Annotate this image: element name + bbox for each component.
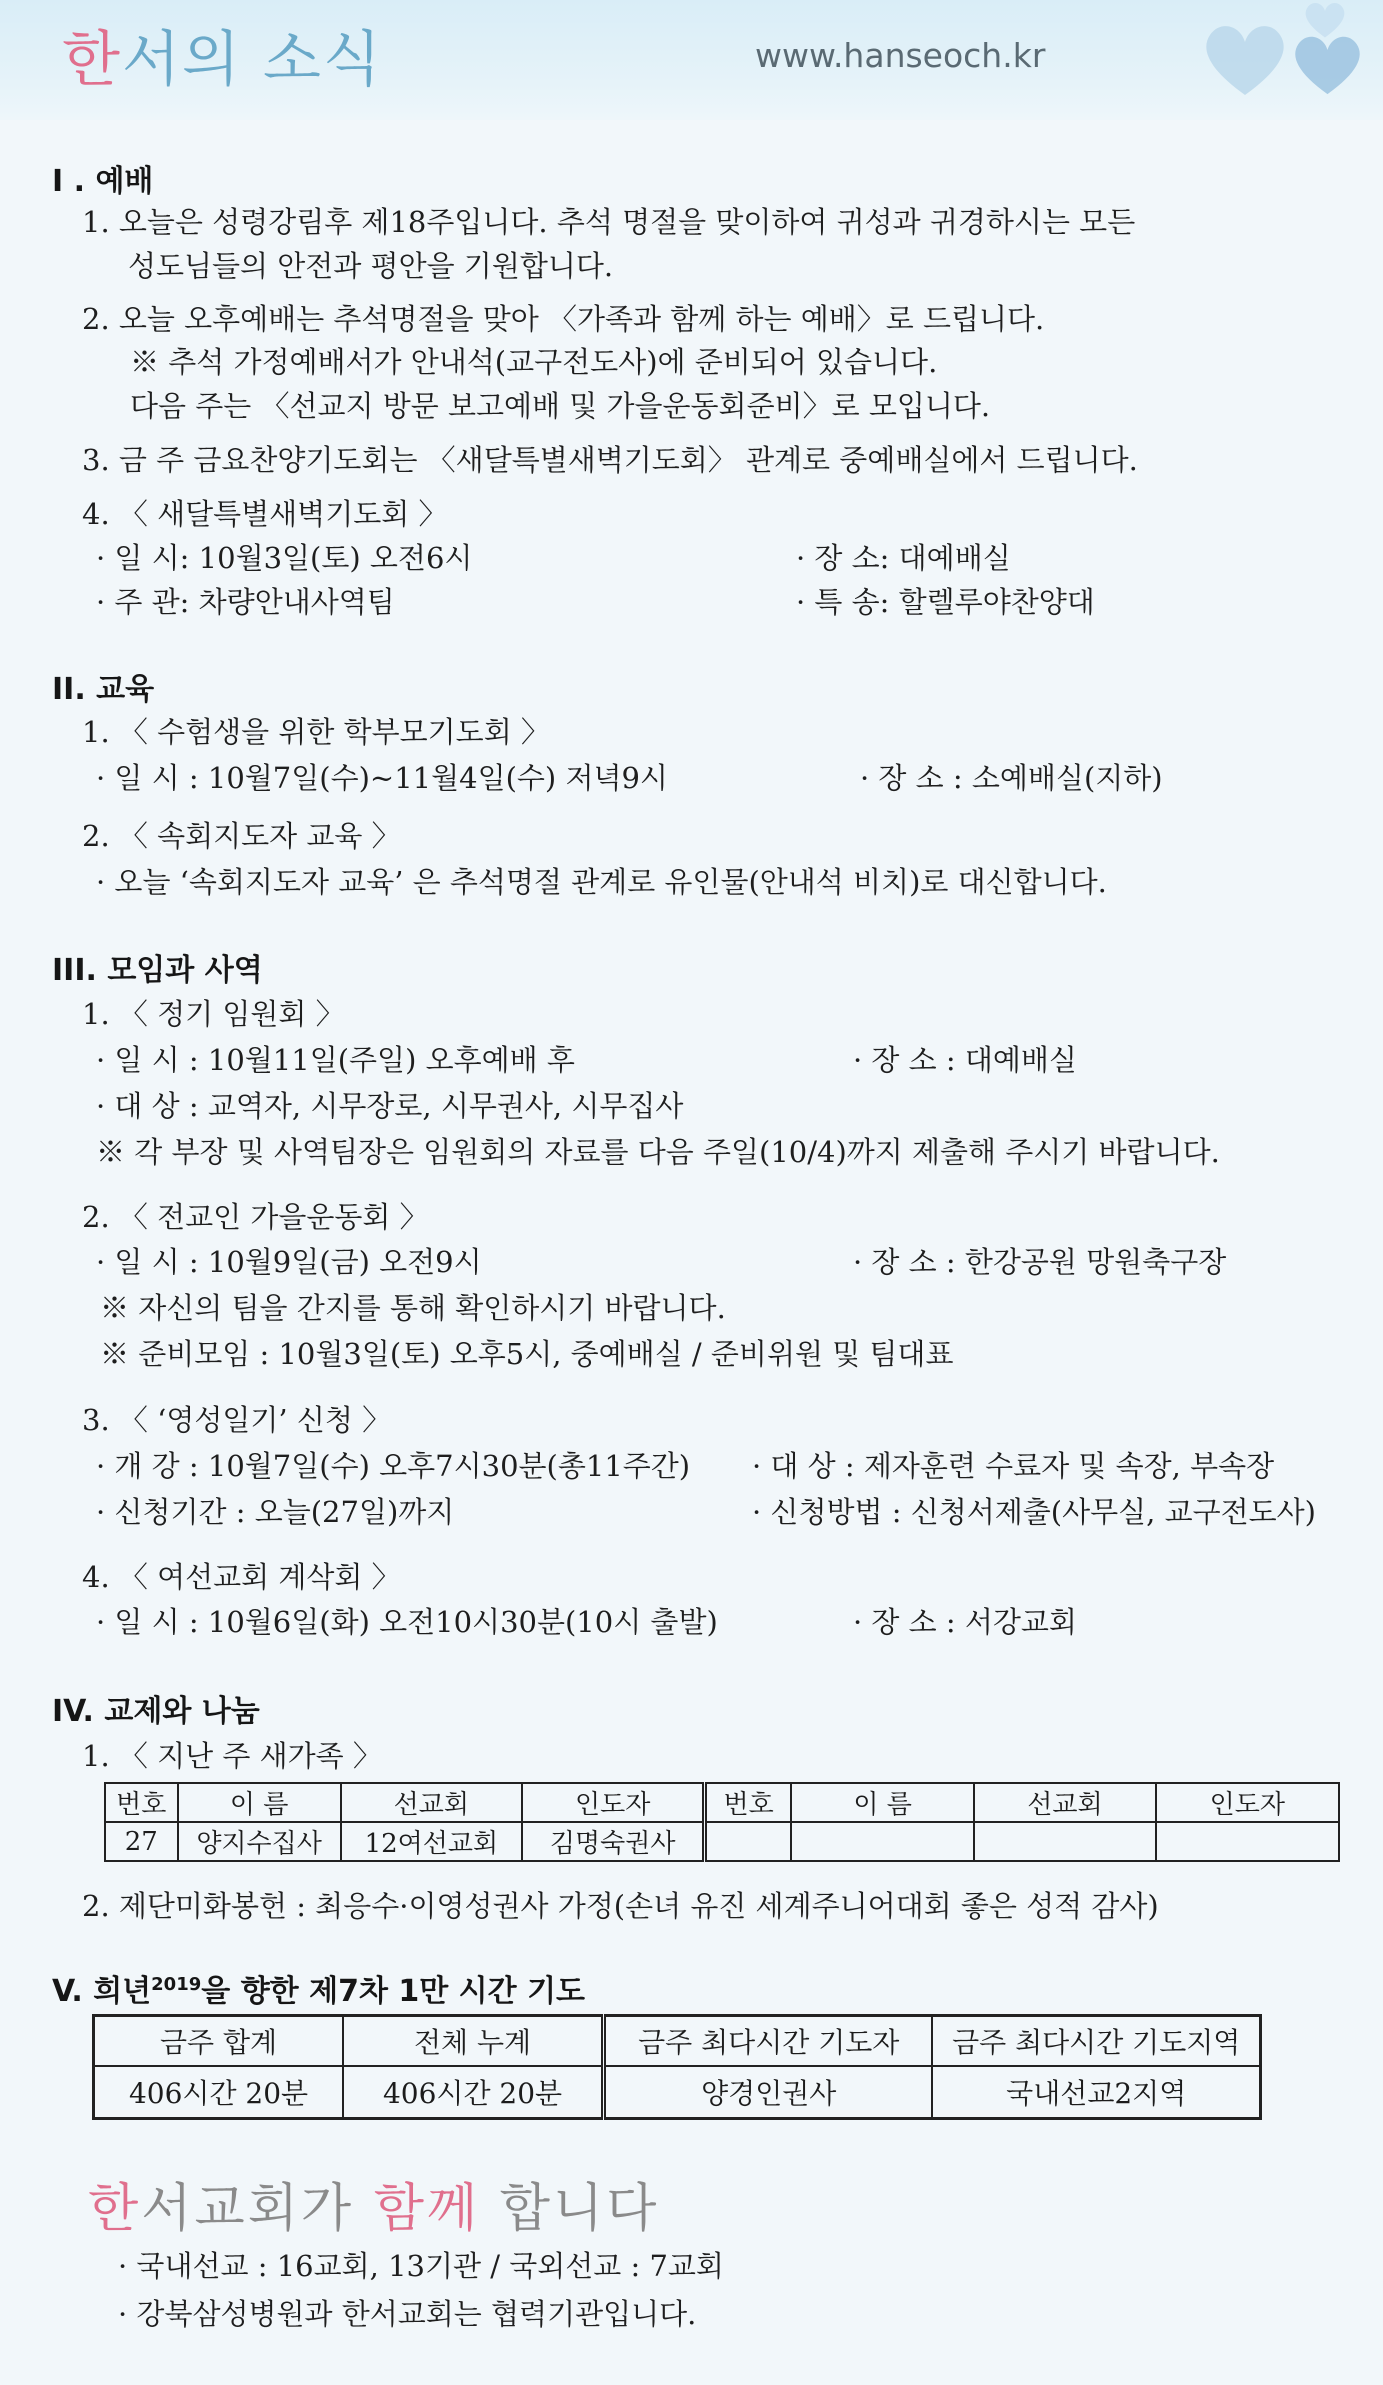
meetings-item-4-date: · 일 시 : 10월6일(화) 오전10시30분(10시 출발) xyxy=(96,1605,718,1639)
worship-item-2-line3: 다음 주는 〈선교지 방문 보고예배 및 가을운동회준비〉로 모입니다. xyxy=(130,389,991,423)
education-item-2-note: · 오늘 ‘속회지도자 교육’ 은 추석명절 관계로 유인물(안내석 비치)로 대신합니다. xyxy=(96,865,1107,899)
table-header-cell: 번호 xyxy=(105,1783,178,1822)
table-cell xyxy=(705,1822,791,1861)
meetings-item-2-note2: ※ 준비모임 : 10월3일(토) 오후5시, 중예배실 / 준비위원 및 팀대표 xyxy=(100,1337,954,1371)
meetings-item-3-method: · 신청방법 : 신청서제출(사무실, 교구전도사) xyxy=(752,1495,1316,1529)
prayer-heading-sup: 2019 xyxy=(151,1974,202,1995)
worship-item-4-title: 4. 〈 새달특별새벽기도회 〉 xyxy=(82,497,448,531)
meetings-item-4-title: 4. 〈 여선교회 계삭회 〉 xyxy=(82,1560,401,1594)
meetings-item-3-period: · 신청기간 : 오늘(27일)까지 xyxy=(96,1495,455,1529)
slogan-part: 서교회가 xyxy=(141,2179,374,2239)
prayer-table xyxy=(92,2014,1262,2120)
fellowship-item-2: 2. 제단미화봉헌 : 최응수·이영성권사 가정(손녀 유진 세계주니어대회 좋은 성적 감사) xyxy=(82,1889,1159,1923)
table-cell: 406시간 20분 xyxy=(94,2066,344,2119)
worship-item-4-host: · 주 관: 차량안내사역팀 xyxy=(96,585,395,619)
prayer-heading-a: V. 희년 xyxy=(52,1974,152,2009)
meetings-item-1-target: · 대 상 : 교역자, 시무장로, 시무권사, 시무집사 xyxy=(96,1089,684,1123)
table-header-row xyxy=(94,2016,1261,2067)
table-header-cell: 이 름 xyxy=(791,1783,974,1822)
fellowship-item-1-title: 1. 〈 지난 주 새가족 〉 xyxy=(82,1739,382,1773)
section-heading-worship: I . 예배 xyxy=(52,164,154,199)
section-heading-fellowship: IV. 교제와 나눔 xyxy=(52,1694,260,1729)
worship-item-4-place: · 장 소: 대예배실 xyxy=(796,541,1011,575)
table-header-cell: 금주 최다시간 기도자 xyxy=(603,2016,932,2067)
slogan-part: 한 xyxy=(88,2179,142,2239)
worship-item-4-date: · 일 시: 10월3일(토) 오전6시 xyxy=(96,541,473,575)
meetings-item-3-start: · 개 강 : 10월7일(수) 오후7시30분(총11주간) xyxy=(96,1449,691,1483)
table-header-cell: 금주 합계 xyxy=(94,2016,344,2067)
slogan-part: 함께 xyxy=(373,2179,481,2239)
meetings-item-2-note1: ※ 자신의 팀을 간지를 통해 확인하시기 바랍니다. xyxy=(100,1291,726,1325)
prayer-heading-b: 을 향한 제7차 1만 시간 기도 xyxy=(201,1974,586,2009)
table-cell: 양지수집사 xyxy=(178,1822,341,1861)
meetings-item-3-title: 3. 〈 ‘영성일기’ 신청 〉 xyxy=(82,1403,392,1437)
meetings-item-3-target: · 대 상 : 제자훈련 수료자 및 속장, 부속장 xyxy=(752,1449,1275,1483)
table-header-cell: 전체 누계 xyxy=(343,2016,603,2067)
table-cell xyxy=(974,1822,1155,1861)
new-family-table xyxy=(104,1782,1340,1862)
footer-partnership: · 강북삼성병원과 한서교회는 협력기관입니다. xyxy=(118,2297,697,2331)
meetings-item-1-date: · 일 시 : 10월11일(주일) 오후예배 후 xyxy=(96,1043,575,1077)
meetings-item-4-place: · 장 소 : 서강교회 xyxy=(853,1605,1077,1639)
education-item-1-date: · 일 시 : 10월7일(수)~11월4일(수) 저녁9시 xyxy=(96,761,668,795)
table-header-cell: 이 름 xyxy=(178,1783,341,1822)
slogan-part: 합니다 xyxy=(480,2179,660,2239)
table-cell: 양경인권사 xyxy=(603,2066,932,2119)
worship-item-1-line1: 1. 오늘은 성령강림후 제18주입니다. 추석 명절을 맞이하여 귀성과 귀경하시는 모든 xyxy=(82,205,1136,239)
education-item-2-title: 2. 〈 속회지도자 교육 〉 xyxy=(82,819,401,853)
worship-item-2-line1: 2. 오늘 오후예배는 추석명절을 맞아 〈가족과 함께 하는 예배〉로 드립니다. xyxy=(82,302,1045,336)
table-cell: 12여선교회 xyxy=(341,1822,522,1861)
title-rest: 서의 소식 xyxy=(121,25,383,95)
meetings-item-2-date: · 일 시 : 10월9일(금) 오전9시 xyxy=(96,1245,482,1279)
table-header-row xyxy=(105,1783,1339,1822)
table-header-cell: 금주 최다시간 기도지역 xyxy=(932,2016,1260,2067)
section-heading-prayer xyxy=(52,1966,585,2010)
table-cell: 김명숙권사 xyxy=(522,1822,705,1861)
meetings-item-2-title: 2. 〈 전교인 가을운동회 〉 xyxy=(82,1200,429,1234)
education-item-1-place: · 장 소 : 소예배실(지하) xyxy=(860,761,1163,795)
worship-item-3: 3. 금 주 금요찬양기도회는 〈새달특별새벽기도회〉 관계로 중예배실에서 드립니다. xyxy=(82,443,1138,477)
footer-missions: · 국내선교 : 16교회, 13기관 / 국외선교 : 7교회 xyxy=(118,2249,724,2283)
table-cell: 406시간 20분 xyxy=(343,2066,603,2119)
table-cell: 국내선교2지역 xyxy=(932,2066,1260,2119)
table-cell xyxy=(1156,1822,1339,1861)
worship-item-4-special: · 특 송: 할렐루야찬양대 xyxy=(796,585,1095,619)
table-header-cell: 선교회 xyxy=(341,1783,522,1822)
table-header-cell: 번호 xyxy=(705,1783,791,1822)
worship-item-1-line2: 성도님들의 안전과 평안을 기원합니다. xyxy=(128,249,614,283)
footer-slogan xyxy=(88,2166,659,2241)
meetings-item-1-note: ※ 각 부장 및 사역팀장은 임원회의 자료를 다음 주일(10/4)까지 제출해 주시기 바랍니다. xyxy=(96,1135,1220,1169)
table-header-cell: 인도자 xyxy=(1156,1783,1339,1822)
table-row xyxy=(94,2066,1261,2119)
table-header-cell: 인도자 xyxy=(522,1783,705,1822)
meetings-item-2-place: · 장 소 : 한강공원 망원축구장 xyxy=(853,1245,1227,1279)
education-item-1-title: 1. 〈 수험생을 위한 학부모기도회 〉 xyxy=(82,715,550,749)
table-cell xyxy=(791,1822,974,1861)
section-heading-education: II. 교육 xyxy=(52,672,155,707)
table-row xyxy=(105,1822,1339,1861)
table-cell: 27 xyxy=(105,1822,178,1861)
meetings-item-1-place: · 장 소 : 대예배실 xyxy=(853,1043,1077,1077)
meetings-item-1-title: 1. 〈 정기 임원회 〉 xyxy=(82,997,345,1031)
title-first-char: 한 xyxy=(62,25,122,95)
table-header-cell: 선교회 xyxy=(974,1783,1155,1822)
website-url[interactable]: www.hanseoch.kr xyxy=(755,36,1046,75)
worship-item-2-line2: ※ 추석 가정예배서가 안내석(교구전도사)에 준비되어 있습니다. xyxy=(130,345,938,379)
section-heading-meetings: III. 모임과 사역 xyxy=(52,953,263,988)
